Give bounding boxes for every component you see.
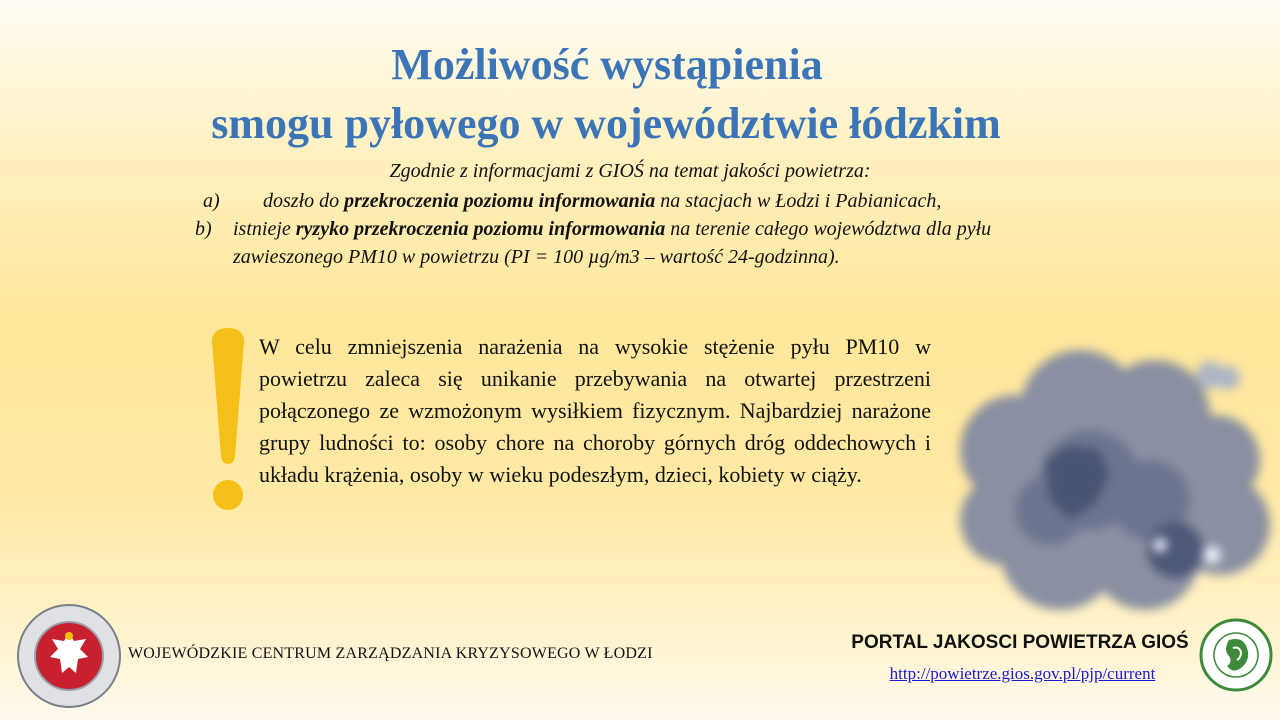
list-marker: a) — [203, 190, 220, 212]
info-list — [195, 187, 1075, 271]
advice-paragraph: W celu zmniejszenia narażenia na wysokie stężenie pyłu PM10 w powietrzu zaleca się unikanie przebywania na otwartej przestrzeni połączonego ze wzmożonym wysiłkiem fizycznym. Najbardziej narażone grupy ludności to: osoby chore na choroby górnych dróg oddechowych i układu krążenia, osoby w wieku podeszłym, dzieci, kobiety w ciąży. — [259, 334, 931, 487]
info-item-b — [195, 215, 1063, 271]
info-item-emphasis: ryzyko przekroczenia poziomu informowania — [295, 218, 666, 240]
info-item-text: na terenie całego województwa dla pyłu zawieszonego PM10 w powietrzu (PI = 100 µg/m3 – wartość 24-godzinna). — [233, 218, 992, 268]
portal-link[interactable]: http://powietrze.gios.gov.pl/pjp/current — [889, 664, 1156, 683]
smog-cloud-icon — [930, 340, 1280, 620]
info-item-text: doszło do — [263, 190, 345, 212]
portal-title: PORTAL JAKOSCI POWIETRZA GIOŚ — [851, 632, 1189, 653]
page-title-line2: smogu pyłowego w województwie łódzkim — [211, 99, 1001, 148]
info-item-emphasis: przekroczenia poziomu informowania — [344, 190, 656, 212]
info-item-a — [195, 187, 1075, 215]
page-title-line1: Możliwość wystąpienia — [391, 40, 823, 89]
exclamation-mark-icon — [208, 328, 248, 514]
info-intro: Zgodnie z informacjami z GIOŚ na temat jakości powietrza: — [389, 160, 871, 182]
gios-logo — [1199, 618, 1273, 692]
info-item-text: istnieje — [233, 218, 296, 240]
voivodeship-eagle-emblem — [16, 603, 122, 709]
crisis-center-name: WOJEWÓDZKIE CENTRUM ZARZĄDZANIA KRYZYSOWEGO W ŁODZI — [128, 645, 653, 662]
info-item-text: na stacjach w Łodzi i Pabianicach, — [655, 190, 942, 212]
list-marker: b) — [195, 218, 212, 240]
